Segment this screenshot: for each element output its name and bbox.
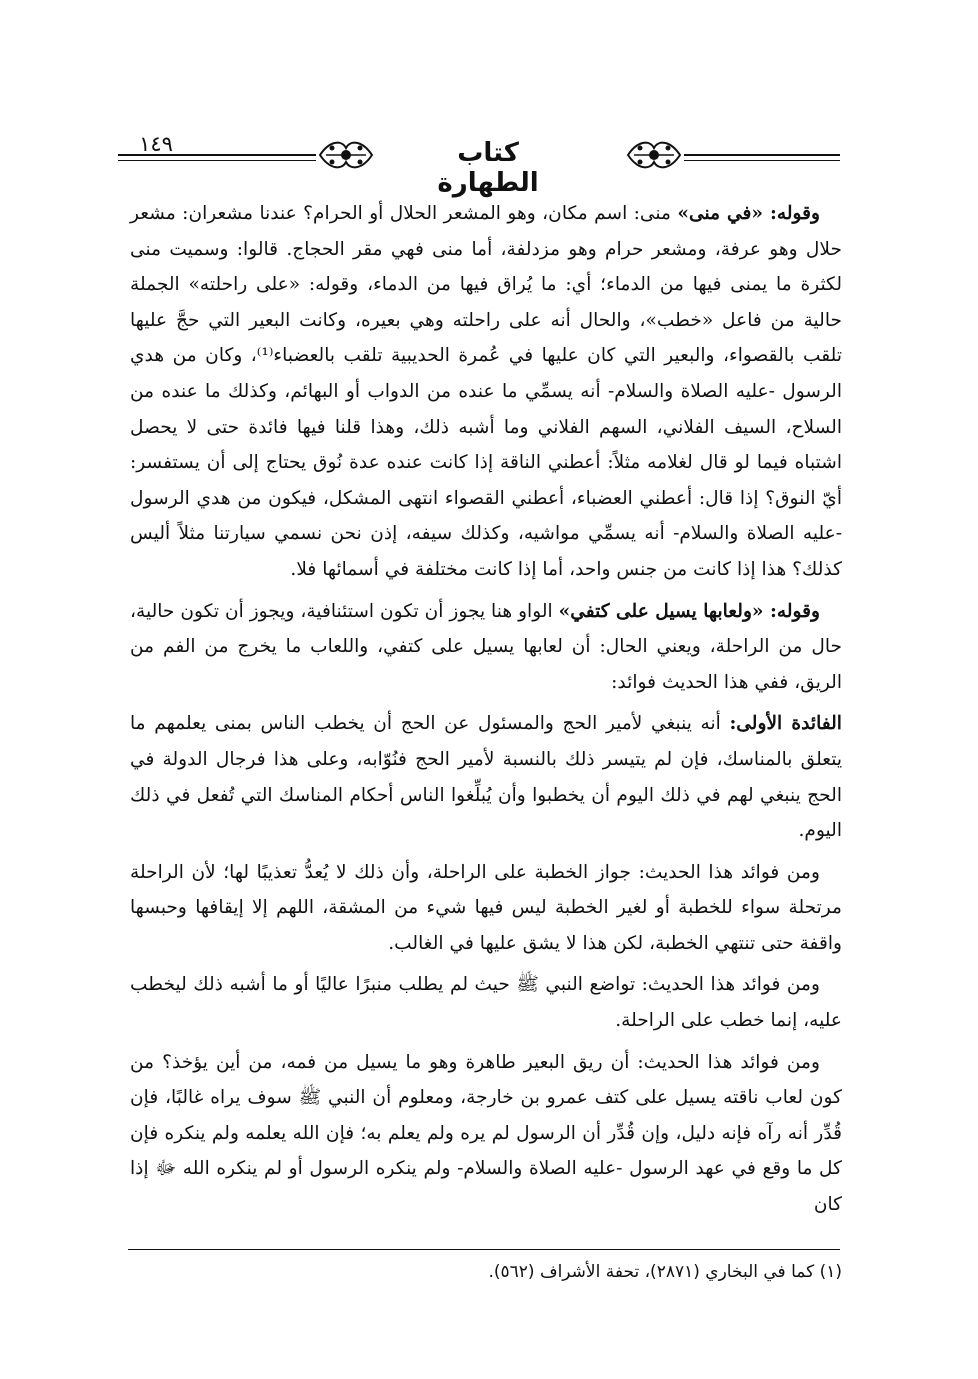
main-text <box>130 196 842 1229</box>
paragraph-text: ومن فوائد هذا الحديث: تواضع النبي ﷺ حيث لم يطلب منبرًا عاليًا أو ما أشبه ذلك ليخطب عليه، إنما خطب على الراحلة. <box>130 974 842 1032</box>
page-number: ١٤٩ <box>139 132 173 156</box>
page-header <box>118 132 840 198</box>
header-rule-right-thin <box>684 160 840 161</box>
quoted-phrase: وقوله: «في منى» <box>677 203 820 224</box>
paragraph-text: ومن فوائد هذا الحديث: أن ريق البعير طاهرة وهو ما يسيل من فمه، من أين يؤخذ؟ من كون لعاب ناقته يسيل على كتف عمرو بن خارجة، ومعلوم أن النبي ﷺ سوف يراه غالبًا، فإن قُدِّر أنه رآه فإنه دليل، وإن قُدِّر أن الرسول لم يره ولم يعلم به؛ فإن الله يعلمه ولم ينكره فإن كل ما وقع في عهد الرسول -عليه الصلاة والسلام- ولم ينكره الرسول أو لم ينكره الله ﷻ إذا كان <box>130 1051 842 1216</box>
paragraph <box>130 1045 842 1223</box>
left-ornament-icon <box>318 134 374 176</box>
paragraph-text: أنه ينبغي لأمير الحج والمسئول عن الحج أن يخطب الناس بمنى يعلمهم ما يتعلق بالمناسك، فإن لم يتيسر ذلك بالنسبة لأمير الحج فنُوّابه، وعلى هذا فرجال الدولة في الحج ينبغي لهم في ذلك اليوم أن يخطبوا وأن يُبلِّغوا الناس أحكام المناسك التي تُفعل في ذلك اليوم. <box>130 713 842 842</box>
paragraph <box>130 196 842 588</box>
header-rule-right <box>684 154 840 156</box>
quoted-phrase: وقوله: «ولعابها يسيل على كتفي» <box>558 600 820 622</box>
section-title: كتاب الطهارة <box>437 138 539 198</box>
paragraph <box>130 594 842 701</box>
footnote-divider <box>128 1249 840 1250</box>
paragraph <box>130 706 842 848</box>
right-ornament-icon <box>626 134 682 176</box>
header-rule-left-thin <box>118 160 316 161</box>
paragraph-text: منى: اسم مكان، وهو المشعر الحلال أو الحرام؟ عندنا مشعران: مشعر حلال وهو عرفة، ومشعر حرام وهو مزدلفة، أما منى فهي مقر الحجاج. قالوا: وسميت منى لكثرة ما يمنى فيها من الدماء؛ أي: ما يُراق فيها من الدماء، وقوله: «على راحلته» الجملة حالية من فاعل «خطب»، والحال أنه على راحلته وهي بعيره، وكانت البعير التي حجَّ عليها تلقب بالقصواء، والبعير التي كان عليها في عُمرة الحديبية تلقب بالعضباء⁽¹⁾، وكان من هدي الرسول -عليه الصلاة والسلام- أنه يسمِّي ما عنده من الدواب أو البهائم، وكذلك ما عنده من السلاح، السيف الفلاني، السهم الفلاني وما أشبه ذلك، وهذا قلنا فيها فائدة حتى لا يحصل اشتباه فيما لو قال لغلامه مثلاً: أعطني الناقة إذا كانت عنده عدة نُوق يحتاج إلى أن يستفسر: أيّ النوق؟ إذا قال: أعطني العضباء، أعطني القصواء انتهى المشكل، فيكون من هدي الرسول -عليه الصلاة والسلام- أنه يسمِّي مواشيه، وكذلك سيفه، إذن نحن نسمي سيارتنا مثلاً أليس كذلك؟ هذا إذا كانت من جنس واحد، أما إذا كانت مختلفة في أسمائها فلا. <box>130 203 842 580</box>
footnote: (١) كما في البخاري (٢٨٧١)، تحفة الأشراف (٥٦٢). <box>488 1262 842 1282</box>
paragraph-text: الواو هنا يجوز أن تكون استئنافية، ويجوز أن تكون حالية، حال من الراحلة، ويعني الحال: أن لعابها يسيل على كتفي، واللعاب ما يخرج من الفم من الريق، ففي هذا الحديث فوائد: <box>130 600 842 693</box>
paragraph <box>130 967 842 1038</box>
quoted-phrase: الفائدة الأولى: <box>729 713 842 735</box>
paragraph-text: ومن فوائد هذا الحديث: جواز الخطبة على الراحلة، وأن ذلك لا يُعدُّ تعذيبًا لها؛ لأن الراحلة مرتحلة سواء للخطبة أو لغير الخطبة ليس فيها شيء من المشقة، اللهم إلا إيقافها وحبسها واقفة حتى تنتهي الخطبة، لكن هذا لا يشق عليها في الغالب. <box>130 861 843 954</box>
paragraph <box>130 855 842 962</box>
